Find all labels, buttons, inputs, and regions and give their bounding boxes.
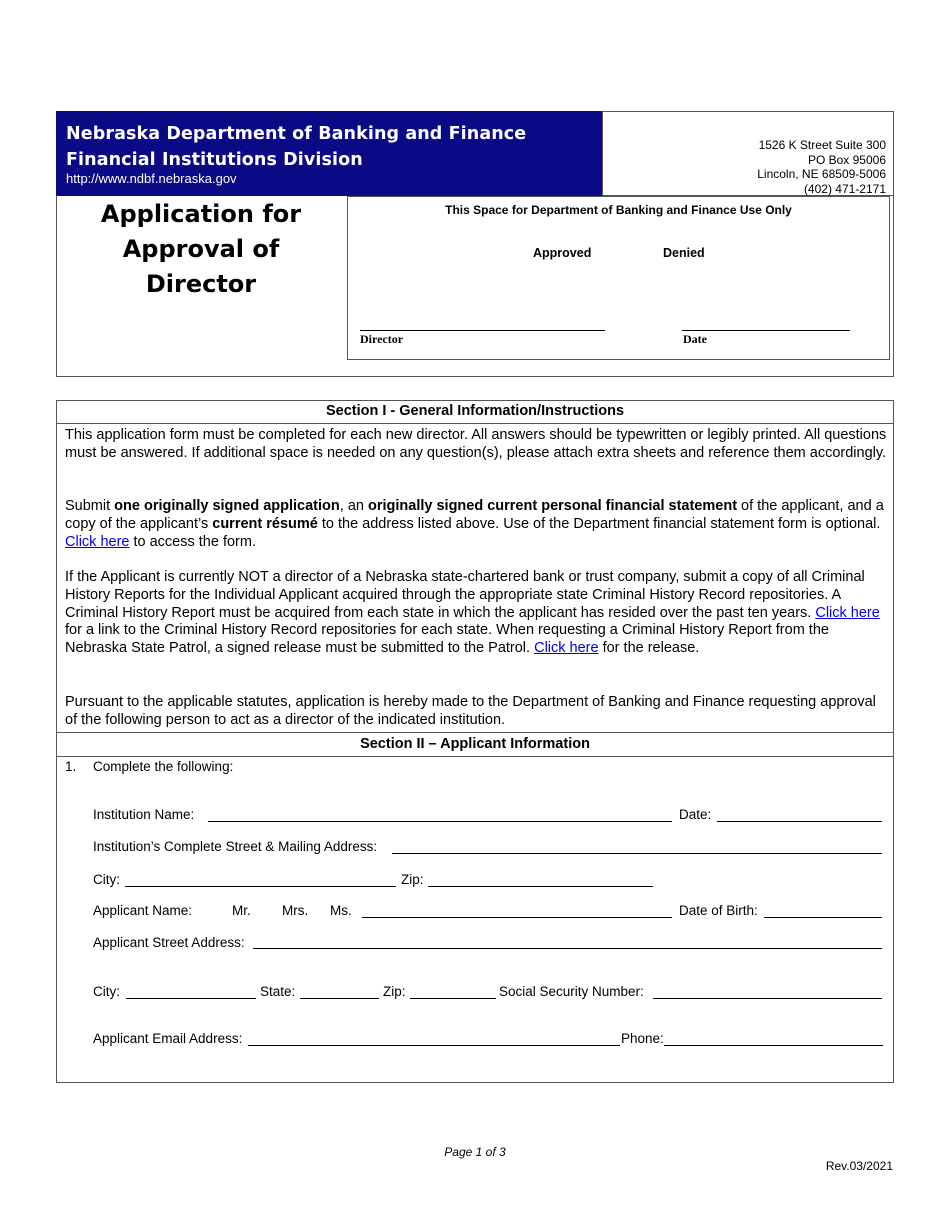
agency-name: Nebraska Department of Banking and Finance [66,124,527,144]
institution-name-field[interactable] [208,821,672,822]
institution-city-label: City: [93,872,120,887]
institution-address-label: Institution’s Complete Street & Mailing Address: [93,839,378,854]
date-field-label: Date: [679,807,712,822]
institution-address-field[interactable] [392,853,882,854]
phone-label: Phone: [621,1031,664,1046]
item-instruction: Complete the following: [93,759,234,774]
denied-label: Denied [663,246,705,260]
form-title: Application for Approval of Director [100,200,302,298]
date-label: Date [683,332,707,346]
section-2-heading: Section II – Applicant Information [56,732,894,757]
title-ms-option[interactable]: Ms. [330,903,352,918]
title-mr-option[interactable]: Mr. [232,903,251,918]
instructions-paragraph-4: Pursuant to the applicable statutes, application is hereby made to the Department of Banking and Finance requesting approval of the following person to act as a director of the indicated institution. [65,694,876,728]
criminal-history-repositories-link[interactable]: Click here [815,604,880,621]
applicant-street-label: Applicant Street Address: [93,935,245,950]
office-use-box [347,196,890,360]
applicant-email-label: Applicant Email Address: [93,1031,243,1046]
ssn-field[interactable] [653,998,882,999]
applicant-city-label: City: [93,984,120,999]
section-1-heading: Section I - General Information/Instructions [56,400,894,424]
ssn-label: Social Security Number: [499,984,644,999]
address-line: Lincoln, NE 68509-5006 [757,167,886,181]
applicant-email-field[interactable] [248,1045,620,1046]
agency-url: http://www.ndbf.nebraska.gov [66,171,237,186]
release-form-link[interactable]: Click here [534,640,599,657]
phone-field[interactable] [664,1045,883,1046]
item-number: 1. [65,759,77,774]
division-name: Financial Institutions Division [66,150,363,170]
institution-zip-label: Zip: [401,872,424,887]
institution-name-label: Institution Name: [93,807,195,822]
revision-date: Rev.03/2021 [825,1159,893,1173]
agency-banner [56,111,602,196]
date-of-birth-field[interactable] [764,917,882,918]
date-of-birth-label: Date of Birth: [679,903,758,918]
page-number: Page 1 of 3 [444,1145,506,1159]
date-signature-line [682,330,850,331]
director-label: Director [360,332,404,346]
date-field[interactable] [717,821,882,822]
instructions-paragraph-1: This application form must be completed for each new director. All answers should be typewritten or legibly printed. All questions must be answered. If additional space is needed on any question(s), please attach extra sheets and reference them accordingly. [65,427,887,461]
instructions-paragraph-3: If the Applicant is currently NOT a director of a Nebraska state-chartered bank or trust company, submit a copy of all Criminal History Reports for the Individual Applicant acquired through the appropriate state Criminal History Record repositories. A Criminal History Report must be acquired from each state in which the applicant has resided over the past ten years. Click here for a link to the Criminal History Record repositories for each state. When requesting a Criminal History Report from the Nebraska State Patrol, a signed release must be submitted to the Patrol. Click here for the release. [65,569,880,657]
applicant-name-label: Applicant Name: [93,903,193,918]
applicant-zip-label: Zip: [383,984,406,999]
applicant-city-field[interactable] [126,998,256,999]
title-mrs-option[interactable]: Mrs. [282,903,309,918]
instructions-paragraph-2: Submit one originally signed application, an originally signed current personal financial statement of the applicant, and a copy of the applicant’s current résumé to the address listed above. Use of the Department financial statement form is optional. Click here to access the form. [65,498,884,550]
applicant-zip-field[interactable] [410,998,496,999]
office-use-heading: This Space for Department of Banking and Finance Use Only [445,203,792,217]
applicant-state-label: State: [260,984,296,999]
applicant-state-field[interactable] [300,998,379,999]
director-signature-line [360,330,605,331]
financial-statement-link[interactable]: Click here [65,533,130,550]
institution-zip-field[interactable] [428,886,653,887]
applicant-street-field[interactable] [253,948,882,949]
address-line: (402) 471-2171 [803,181,886,196]
agency-address [602,111,894,196]
applicant-name-field[interactable] [362,917,672,918]
institution-city-field[interactable] [125,886,396,887]
approved-label: Approved [533,246,592,260]
address-line: 1526 K Street Suite 300 [758,138,886,152]
address-line: PO Box 95006 [807,152,886,167]
